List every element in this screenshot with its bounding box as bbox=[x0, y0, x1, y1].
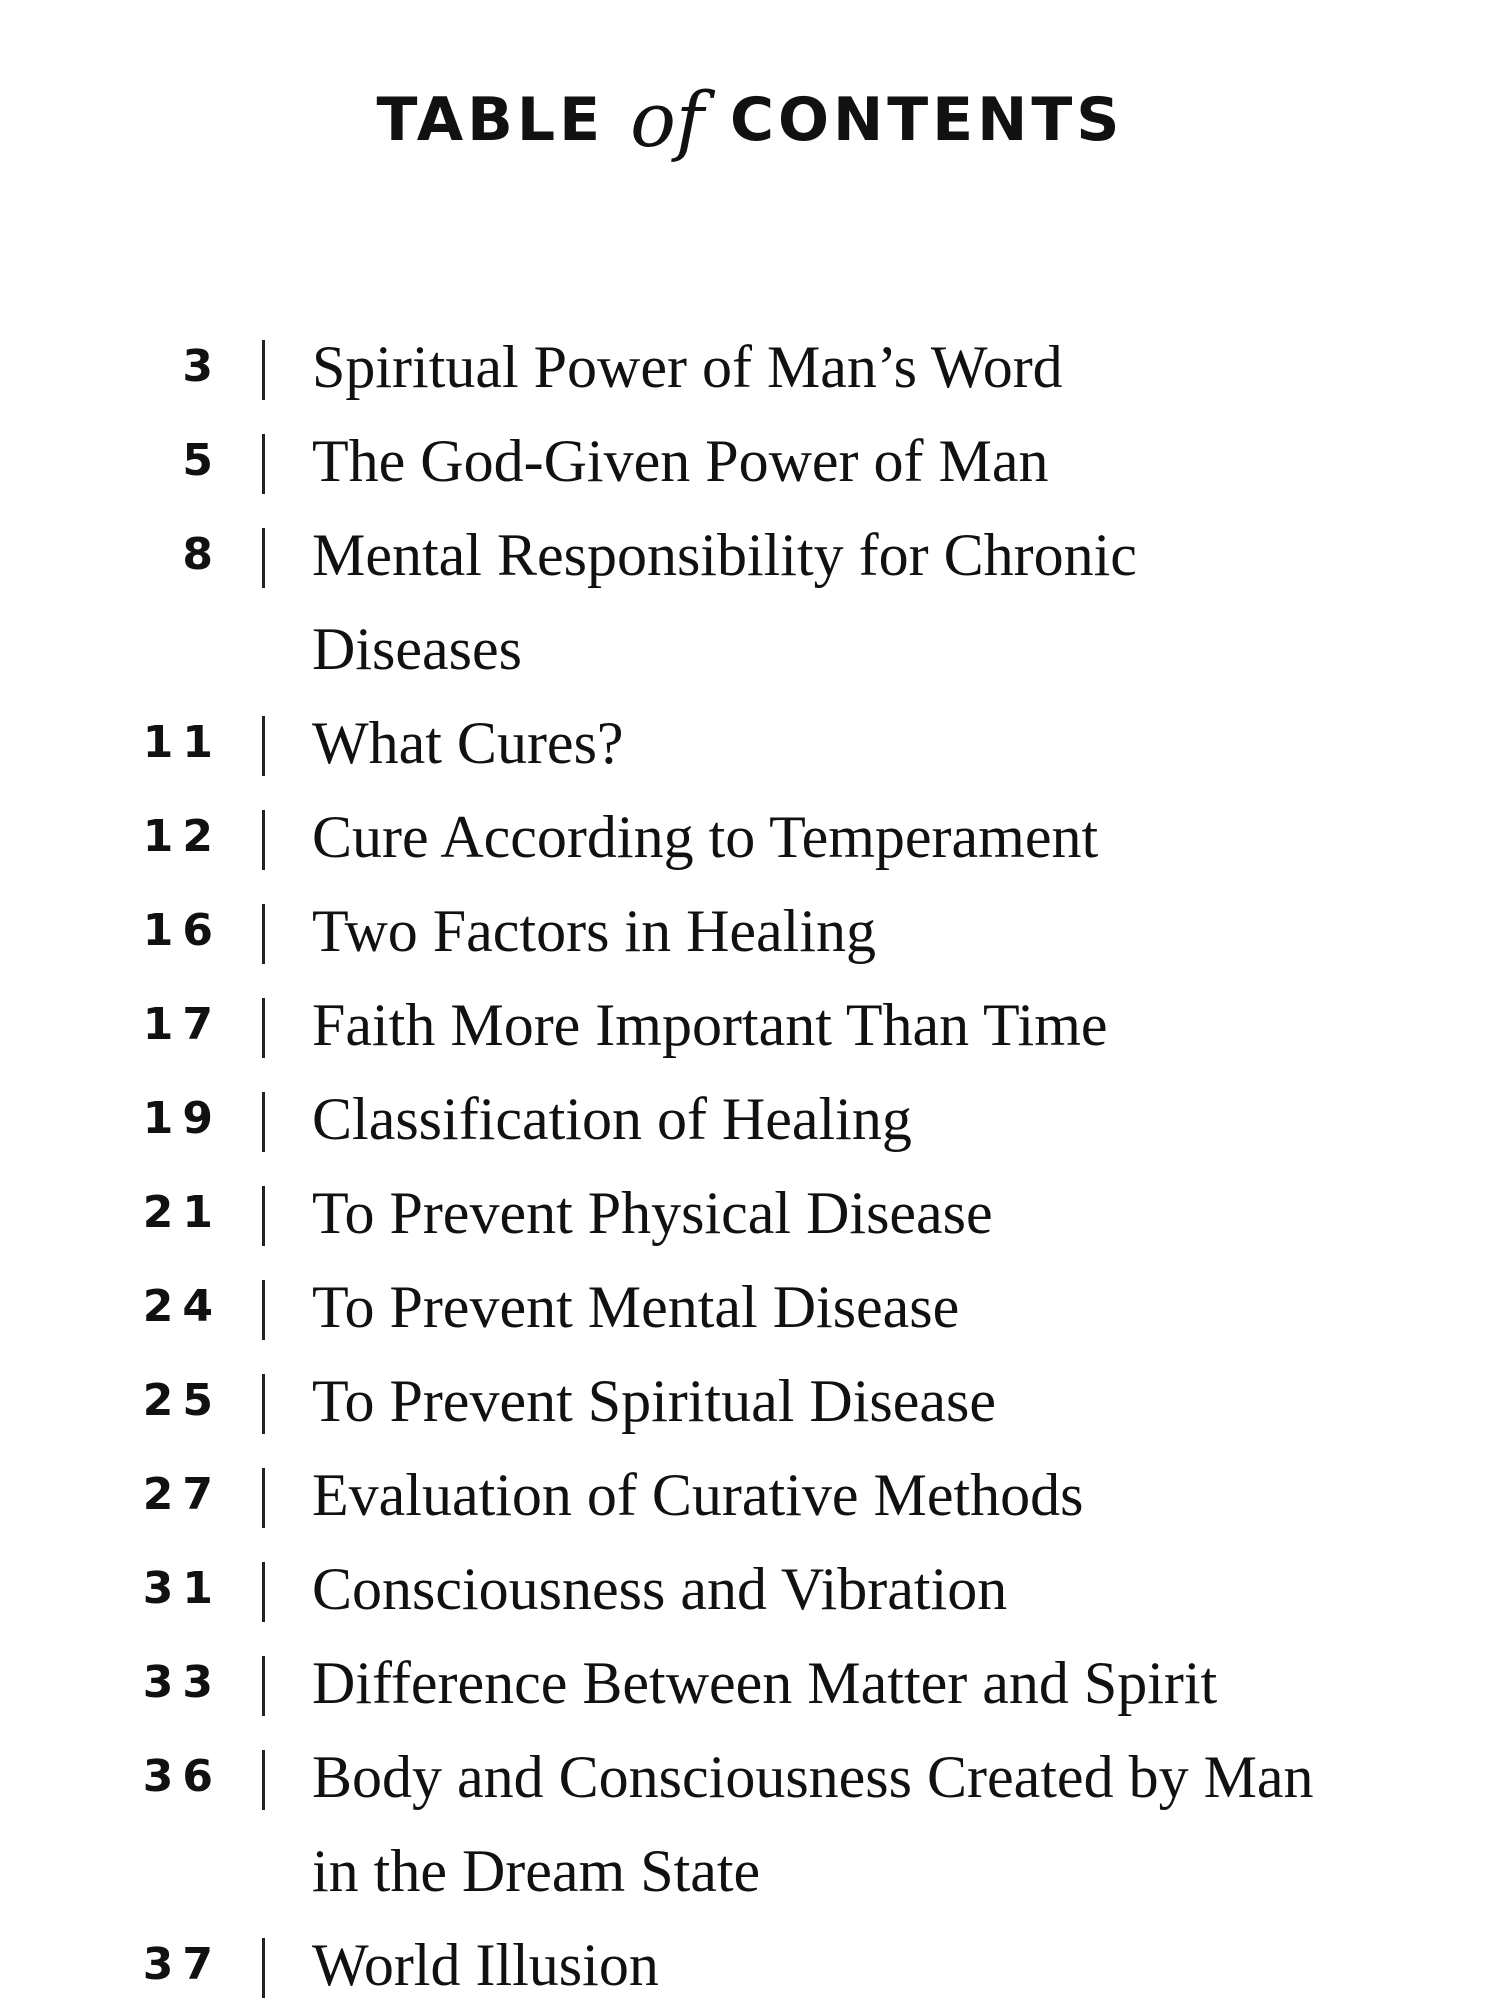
toc-entry-title: The God-Given Power of Man bbox=[312, 428, 1049, 494]
toc-entry-title: Spiritual Power of Man’s Word bbox=[312, 334, 1063, 400]
toc-page-number: 25 bbox=[142, 1375, 222, 1426]
toc-page-number: 33 bbox=[142, 1657, 222, 1708]
toc-separator bbox=[262, 1468, 265, 1528]
toc-separator bbox=[262, 1374, 265, 1434]
toc-separator bbox=[262, 1280, 265, 1340]
toc-entry-title: Evaluation of Curative Methods bbox=[312, 1462, 1084, 1528]
toc-entry-title: Difference Between Matter and Spirit bbox=[312, 1650, 1218, 1716]
toc-separator bbox=[262, 528, 265, 588]
toc-separator bbox=[262, 1750, 265, 1810]
toc-page-number: 21 bbox=[142, 1187, 222, 1238]
toc-entry-title: To Prevent Mental Disease bbox=[312, 1274, 960, 1340]
toc-separator bbox=[262, 810, 265, 870]
toc-page-number: 8 bbox=[182, 529, 222, 580]
toc-separator bbox=[262, 340, 265, 400]
toc-entry-title: To Prevent Physical Disease bbox=[312, 1180, 993, 1246]
toc-separator bbox=[262, 434, 265, 494]
toc-separator bbox=[262, 1186, 265, 1246]
toc-entry-title: Body and Consciousness Created by Man in the Dream State bbox=[312, 1744, 1314, 1904]
toc-entry-title: What Cures? bbox=[312, 710, 624, 776]
title-part-contents: CONTENTS bbox=[730, 85, 1124, 155]
toc-separator bbox=[262, 1656, 265, 1716]
toc-entry-title: Classification of Healing bbox=[312, 1086, 912, 1152]
toc-page-number: 19 bbox=[142, 1093, 222, 1144]
toc-page-number: 24 bbox=[142, 1281, 222, 1332]
toc-page-number: 12 bbox=[142, 811, 222, 862]
toc-separator bbox=[262, 1092, 265, 1152]
toc-separator bbox=[262, 716, 265, 776]
toc-page-number: 16 bbox=[142, 905, 222, 956]
toc-entry-title: To Prevent Spiritual Disease bbox=[312, 1368, 996, 1434]
toc-page-number: 5 bbox=[182, 435, 222, 486]
toc-page-number: 36 bbox=[142, 1751, 222, 1802]
toc-page-number: 27 bbox=[142, 1469, 222, 1520]
toc-separator bbox=[262, 904, 265, 964]
toc-separator bbox=[262, 1938, 265, 1998]
toc-separator bbox=[262, 1562, 265, 1622]
toc-entry-title: Two Factors in Healing bbox=[312, 898, 877, 964]
toc-entry-title: Consciousness and Vibration bbox=[312, 1556, 1008, 1622]
toc-page-number: 11 bbox=[142, 717, 222, 768]
toc-page-number: 3 bbox=[182, 341, 222, 392]
toc-page-number: 37 bbox=[142, 1939, 222, 1990]
toc-entry-title: Faith More Important Than Time bbox=[312, 992, 1108, 1058]
title-part-table: TABLE bbox=[376, 85, 605, 155]
toc-entry-title: World Illusion bbox=[312, 1932, 659, 1998]
toc-separator bbox=[262, 998, 265, 1058]
toc-page-number: 31 bbox=[142, 1563, 222, 1614]
toc-entry-title: Mental Responsibility for Chronic Diseases bbox=[312, 522, 1137, 682]
page-title bbox=[0, 75, 1500, 164]
toc-entry-title: Cure According to Temperament bbox=[312, 804, 1099, 870]
title-part-of: of bbox=[630, 75, 704, 164]
toc-page-number: 17 bbox=[142, 999, 222, 1050]
